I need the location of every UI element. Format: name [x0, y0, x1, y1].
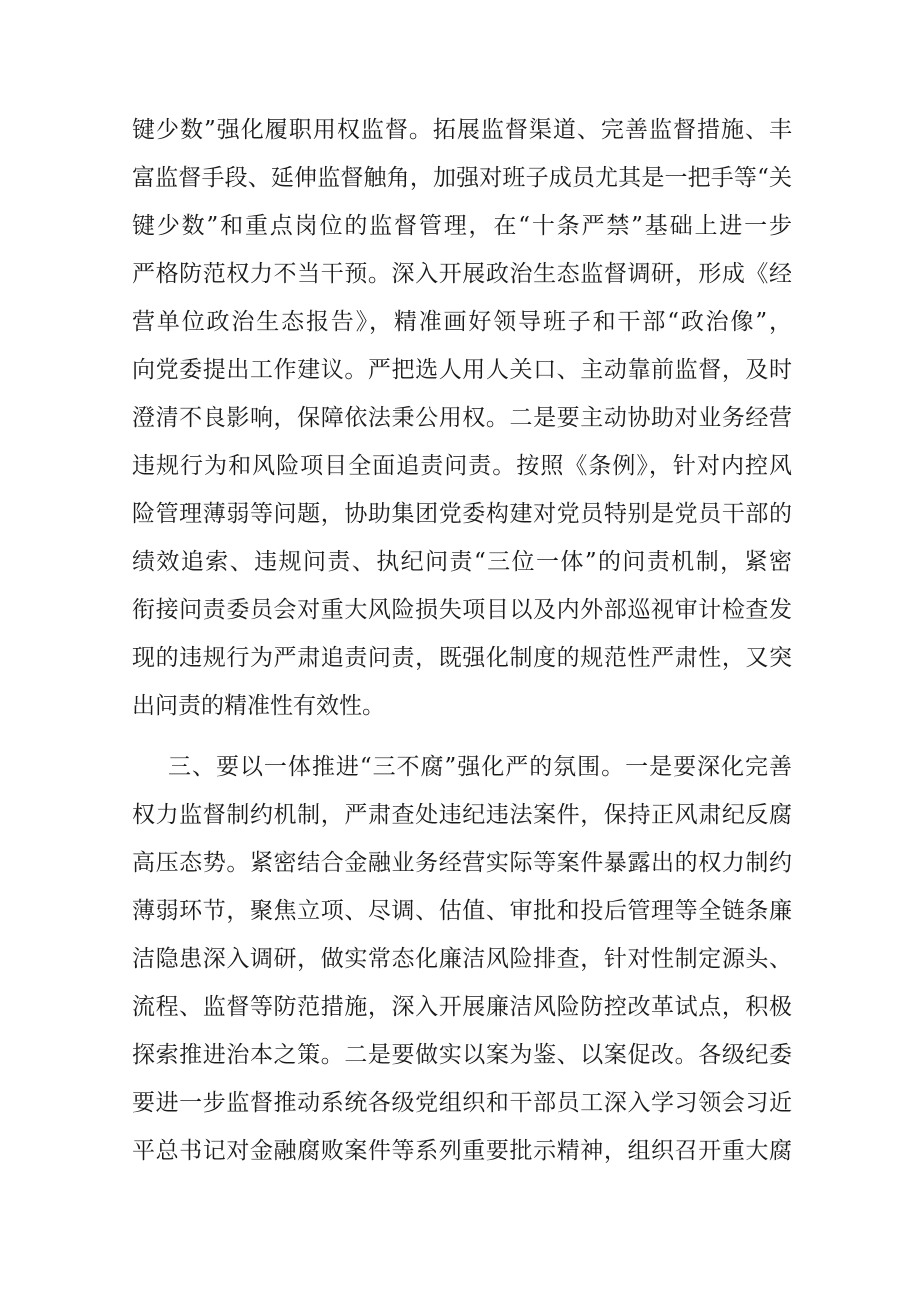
- paragraph-line: 薄弱环节，聚焦立项、尽调、估值、审批和投后管理等全链条廉: [132, 898, 792, 924]
- paragraph-line: 险管理薄弱等问题，协助集团党委构建对党员特别是党员干部的: [132, 501, 792, 527]
- paragraph-line: 向党委提出工作建议。严把选人用人关口、主动靠前监督，及时: [132, 357, 792, 383]
- paragraph-line: 键少数”和重点岗位的监督管理，在“十条严禁”基础上进一步: [132, 213, 792, 239]
- paragraph-line: 现的违规行为严肃追责问责，既强化制度的规范性严肃性，又突: [132, 645, 792, 671]
- paragraph-line: 出问责的精准性有效性。: [132, 693, 385, 719]
- paragraph-line: 营单位政治生态报告》，精准画好领导班子和干部“政治像”，: [132, 309, 792, 335]
- paragraph-line: 平总书记对金融腐败案件等系列重要批示精神，组织召开重大腐: [132, 1138, 792, 1164]
- paragraph-line: 衔接问责委员会对重大风险损失项目以及内外部巡视审计检查发: [132, 597, 792, 623]
- paragraph-2: [132, 743, 792, 1175]
- paragraph-line: 要进一步监督推动系统各级党组织和干部员工深入学习领会习近: [132, 1090, 792, 1116]
- paragraph-line: 权力监督制约机制，严肃查处违纪违法案件，保持正风肃纪反腐: [132, 802, 792, 828]
- paragraph-line: 洁隐患深入调研，做实常态化廉洁风险排查，针对性制定源头、: [132, 946, 792, 972]
- paragraph-line: 绩效追索、违规问责、执纪问责“三位一体”的问责机制，紧密: [132, 549, 792, 575]
- paragraph-line: 高压态势。紧密结合金融业务经营实际等案件暴露出的权力制约: [132, 850, 792, 876]
- paragraph-line: 三、要以一体推进“三不腐”强化严的氛围。一是要深化完善: [168, 754, 792, 780]
- paragraph-line: 违规行为和风险项目全面追责问责。按照《条例》，针对内控风: [132, 453, 792, 479]
- paragraph-line: 富监督手段、延伸监督触角，加强对班子成员尤其是一把手等“关: [132, 165, 792, 191]
- paragraph-line: 键少数”强化履职用权监督。拓展监督渠道、完善监督措施、丰: [132, 117, 792, 143]
- paragraph-1: [132, 106, 792, 730]
- paragraph-line: 澄清不良影响，保障依法秉公用权。二是要主动协助对业务经营: [132, 405, 792, 431]
- paragraph-line: 流程、监督等防范措施，深入开展廉洁风险防控改革试点，积极: [132, 994, 792, 1020]
- paragraph-line: 严格防范权力不当干预。深入开展政治生态监督调研，形成《经: [132, 261, 792, 287]
- paragraph-line: 探索推进治本之策。二是要做实以案为鉴、以案促改。各级纪委: [132, 1042, 792, 1068]
